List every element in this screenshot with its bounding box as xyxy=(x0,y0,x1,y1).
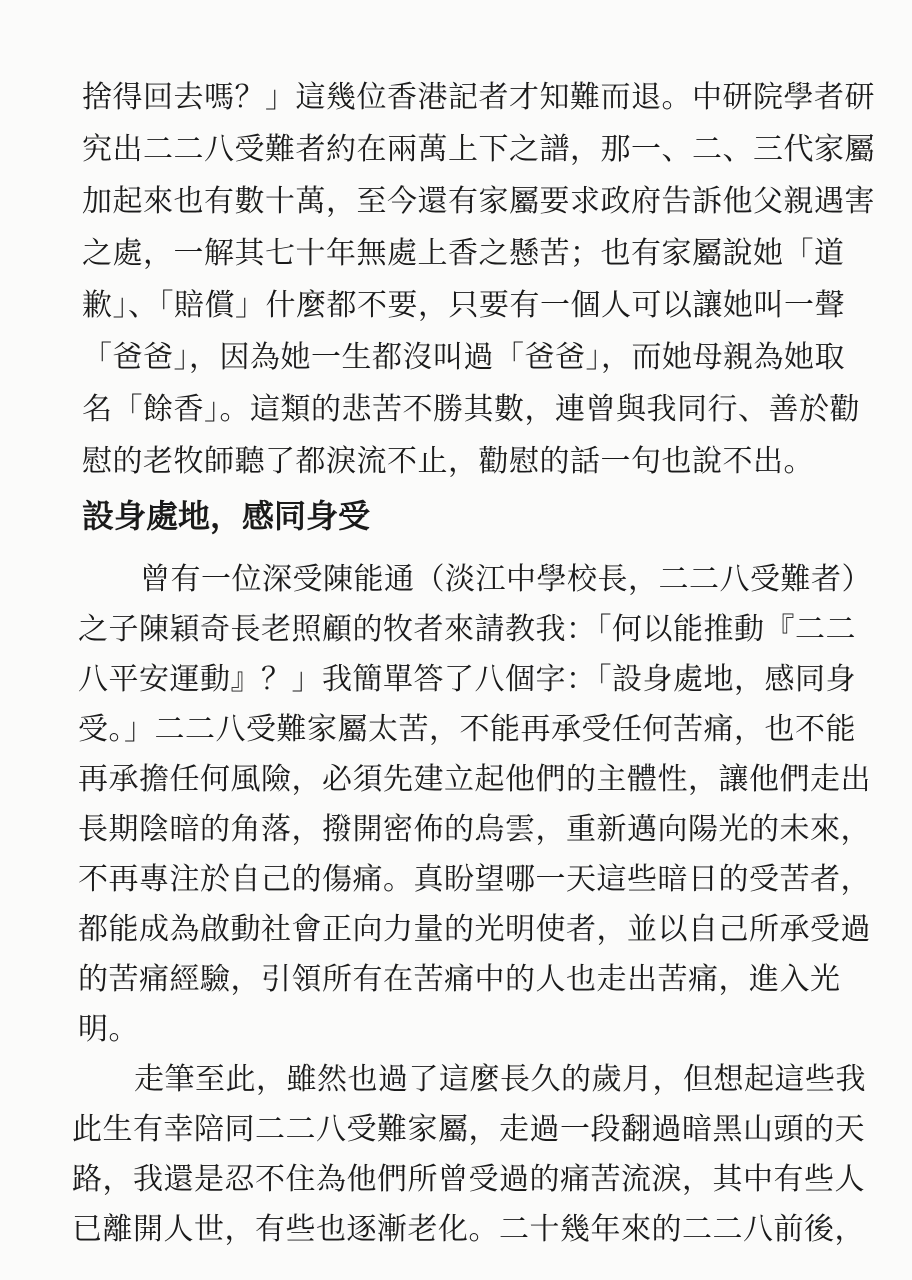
text-line: 慰的老牧師聽了都淚流不止，勸慰的話一句也說不出。 xyxy=(82,444,814,479)
text-line: 捨得回去嗎？」這幾位香港記者才知難而退。中研院學者研 xyxy=(82,80,875,115)
text-line: 之處，一解其七十年無處上香之懸苦；也有家屬說她「道 xyxy=(82,236,845,271)
text-line: 「爸爸」，因為她一生都沒叫過「爸爸」，而她母親為她取 xyxy=(82,340,845,375)
text-line: 受。」二二八受難家屬太苦，不能再承受任何苦痛，也不能 xyxy=(78,712,856,747)
text-line: 八平安運動』？」我簡單答了八個字：「設身處地，感同身 xyxy=(78,662,856,697)
text-line: 的苦痛經驗，引領所有在苦痛中的人也走出苦痛，進入光 xyxy=(78,962,841,997)
section-heading: 設身處地，感同身受 xyxy=(82,497,371,535)
text-line: 明。 xyxy=(78,1012,139,1047)
text-line: 再承擔任何風險，必須先建立起他們的主體性，讓他們走出 xyxy=(78,762,871,797)
text-line: 之子陳穎奇長老照顧的牧者來請教我：「何以能推動『二二 xyxy=(78,612,856,647)
text-line: 長期陰暗的角落，撥開密佈的烏雲，重新邁向陽光的未來， xyxy=(78,812,871,847)
text-line: 究出二二八受難者約在兩萬上下之譜，那一、二、三代家屬 xyxy=(82,132,875,167)
text-line: 路，我還是忍不住為他們所曾受過的痛苦流淚，其中有些人 xyxy=(72,1162,865,1197)
text-line: 加起來也有數十萬，至今還有家屬要求政府告訴他父親遇害 xyxy=(82,184,875,219)
text-line: 曾有一位深受陳能通（淡江中學校長，二二八受難者） xyxy=(140,562,872,597)
text-line: 名「餘香」。這類的悲苦不勝其數，連曾與我同行、善於勸 xyxy=(82,392,860,427)
text-line: 已離開人世，有些也逐漸老化。二十幾年來的二二八前後， xyxy=(72,1212,865,1247)
text-line: 不再專注於自己的傷痛。真盼望哪一天這些暗日的受苦者， xyxy=(78,862,871,897)
text-line: 走筆至此，雖然也過了這麼長久的歲月，但想起這些我 xyxy=(134,1062,866,1097)
text-line: 此生有幸陪同二二八受難家屬，走過一段翻過暗黑山頭的天 xyxy=(72,1112,865,1147)
text-line: 都能成為啟動社會正向力量的光明使者，並以自己所承受過 xyxy=(78,912,871,947)
text-line: 歉」、「賠償」什麼都不要，只要有一個人可以讓她叫一聲 xyxy=(82,288,845,323)
